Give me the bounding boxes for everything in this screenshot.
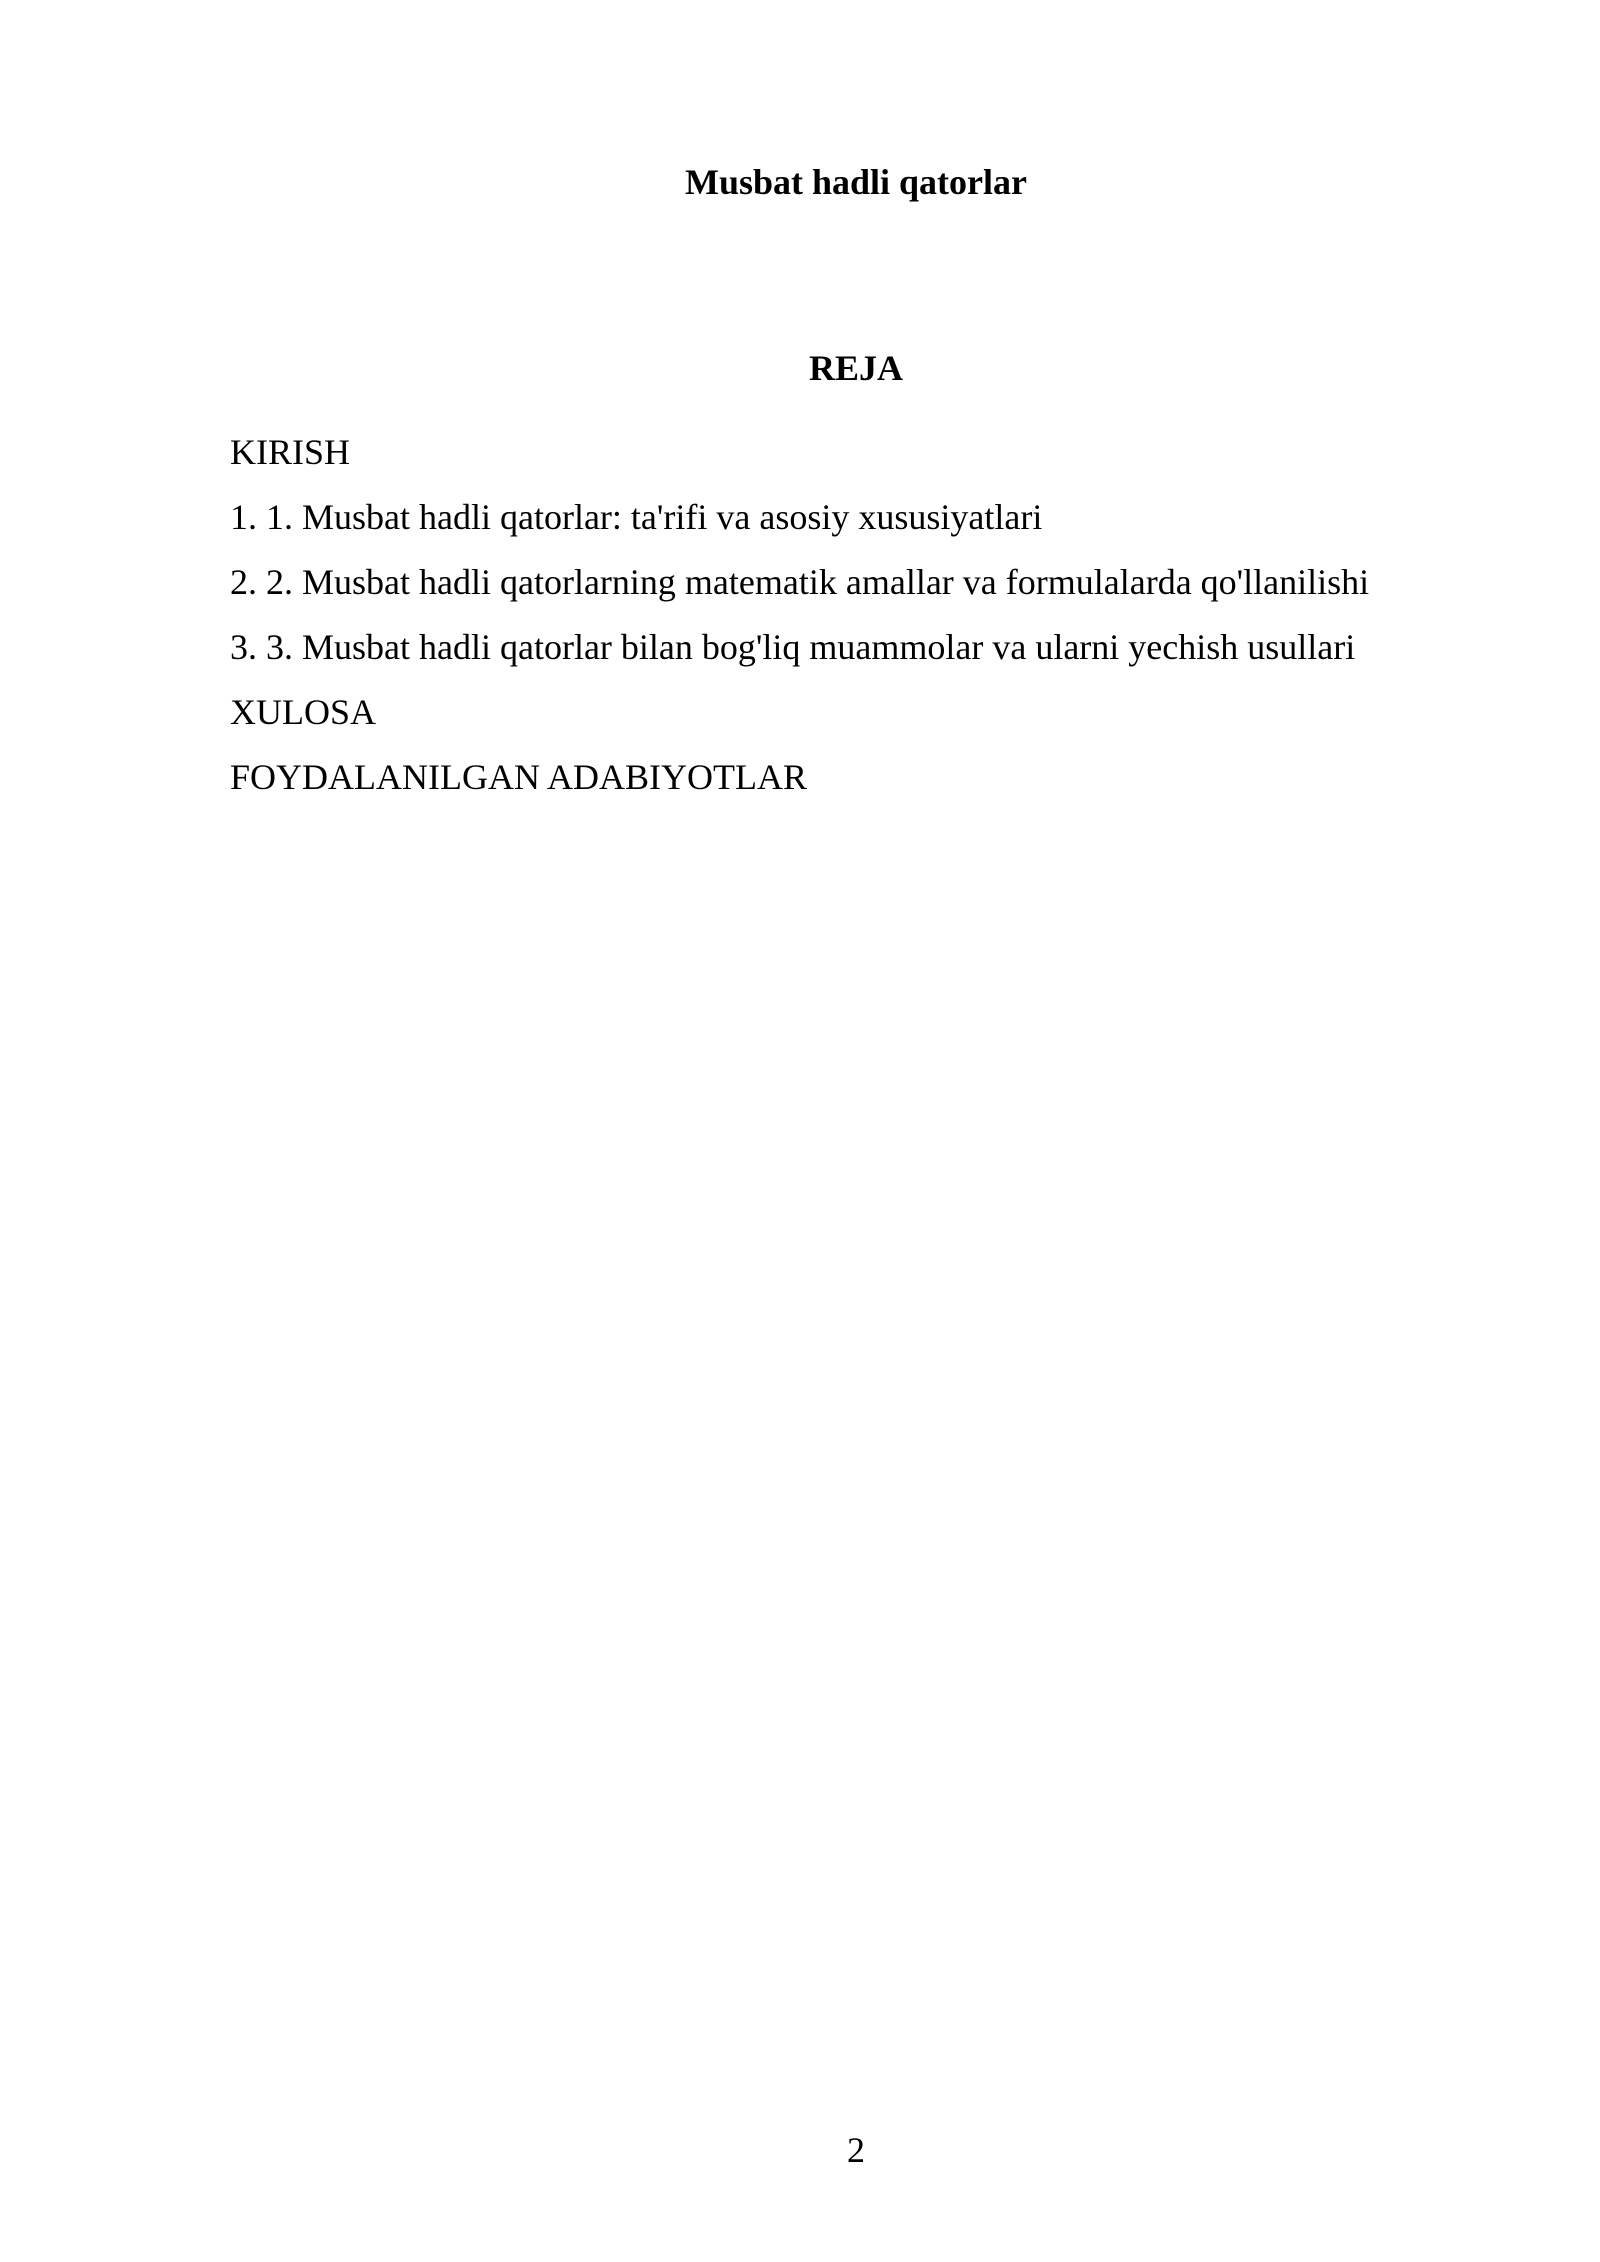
- toc-item-chapter-1: 1. 1. Musbat hadli qatorlar: ta'rifi va asosiy xususiyatlari: [230, 497, 1043, 537]
- plan-heading: REJA: [808, 348, 903, 388]
- document-title: Musbat hadli qatorlar: [684, 162, 1028, 202]
- toc-item-conclusion: XULOSA: [230, 692, 377, 732]
- toc-item-chapter-2: 2. 2. Musbat hadli qatorlarning matematik amallar va formulalarda qo'llanilishi: [230, 562, 1370, 602]
- toc-item-chapter-3: 3. 3. Musbat hadli qatorlar bilan bog'liq muammolar va ularni yechish usullari: [230, 627, 1356, 667]
- table-of-contents: [230, 420, 1530, 810]
- toc-item-references: FOYDALANILGAN ADABIYOTLAR: [230, 757, 807, 797]
- toc-item-introduction: KIRISH: [230, 432, 351, 472]
- page-number: 2: [847, 2130, 865, 2170]
